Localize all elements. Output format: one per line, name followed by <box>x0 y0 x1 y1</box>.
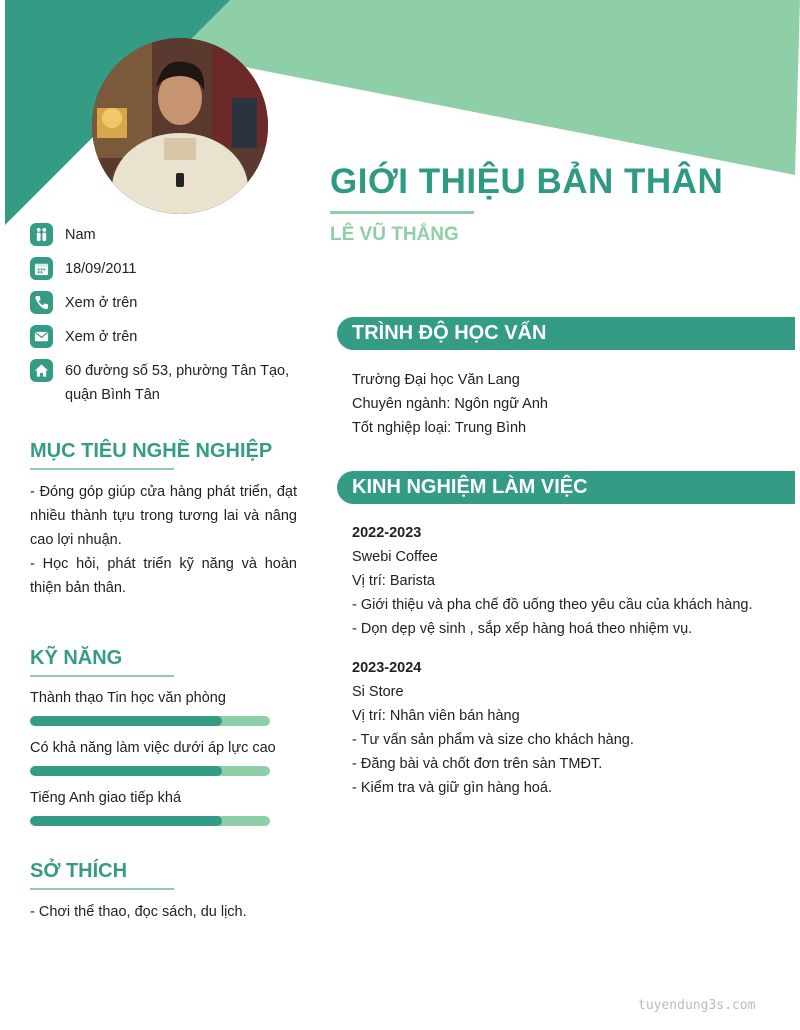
job-duty: - Tư vấn sản phẩm và size cho khách hàng. <box>352 732 634 748</box>
gender-icon <box>30 223 53 246</box>
phone-icon <box>30 291 53 314</box>
job-company: Si Store <box>352 684 404 700</box>
job-duty: - Giới thiệu và pha chế đồ uống theo yêu cầu của khách hàng. <box>352 597 753 613</box>
watermark: tuyendung3s.com <box>638 998 756 1013</box>
contact-gender <box>30 223 290 247</box>
job-period: 2023-2024 <box>352 660 422 676</box>
skill-bar <box>30 716 270 726</box>
education-line: Chuyên ngành: Ngôn ngữ Anh <box>352 396 548 412</box>
objective-text: - Đóng góp giúp cửa hàng phát triển, đạt nhiều thành tựu trong tương lai và nâng cao lợi nhuận. - Học hỏi, phát triển kỹ năng và hoàn thiện bản thân. <box>30 484 297 596</box>
hobbies-text: - Chơi thể thao, đọc sách, du lịch. <box>30 904 247 920</box>
hobbies-heading: SỞ THÍCH <box>30 860 128 882</box>
contact-address <box>30 359 290 407</box>
job-position: Vị trí: Nhân viên bán hàng <box>352 708 520 724</box>
skills-underline <box>30 675 174 677</box>
hobbies-underline <box>30 888 174 890</box>
job-period: 2022-2023 <box>352 525 422 541</box>
job-duty: - Kiểm tra và giữ gìn hàng hoá. <box>352 780 552 796</box>
email-icon <box>30 325 53 348</box>
contact-phone <box>30 291 290 315</box>
job-position: Vị trí: Barista <box>352 573 435 589</box>
objective-heading: MỤC TIÊU NGHỀ NGHIỆP <box>30 440 273 462</box>
email-text: Xem ở trên <box>65 329 138 345</box>
birthday-text: 18/09/2011 <box>65 261 137 277</box>
job-company: Swebi Coffee <box>352 549 438 565</box>
contact-email <box>30 325 290 349</box>
title-underline <box>330 211 474 214</box>
phone-text: Xem ở trên <box>65 295 138 311</box>
skill-bar-fill <box>30 766 222 776</box>
job-duty: - Dọn dẹp vệ sinh , sắp xếp hàng hoá theo nhiệm vụ. <box>352 621 693 637</box>
contact-birthday <box>30 257 290 281</box>
objective-underline <box>30 468 174 470</box>
skill-bar-fill <box>30 716 222 726</box>
skill-bar-fill <box>30 816 222 826</box>
education-line: Trường Đại học Văn Lang <box>352 372 520 388</box>
address-text: 60 đường số 53, phường Tân Tạo, quận Bình Tân <box>65 363 290 403</box>
experience-heading: KINH NGHIỆM LÀM VIỆC <box>337 471 795 504</box>
calendar-icon <box>30 257 53 280</box>
education-heading: TRÌNH ĐỘ HỌC VẤN <box>337 317 795 350</box>
skill-bar <box>30 766 270 776</box>
skill-label: Có khả năng làm việc dưới áp lực cao <box>30 740 276 756</box>
candidate-name: LÊ VŨ THẮNG <box>330 224 459 245</box>
job-duty: - Đăng bài và chốt đơn trên sàn TMĐT. <box>352 756 603 772</box>
gender-text: Nam <box>65 227 96 243</box>
home-icon <box>30 359 53 382</box>
profile-photo <box>92 38 268 214</box>
skill-label: Thành thạo Tin học văn phòng <box>30 690 226 706</box>
skills-heading: KỸ NĂNG <box>30 647 123 669</box>
skill-label: Tiếng Anh giao tiếp khá <box>30 790 182 806</box>
education-line: Tốt nghiệp loại: Trung Bình <box>352 420 527 436</box>
skill-bar <box>30 816 270 826</box>
page-title: GIỚI THIỆU BẢN THÂN <box>330 162 724 201</box>
